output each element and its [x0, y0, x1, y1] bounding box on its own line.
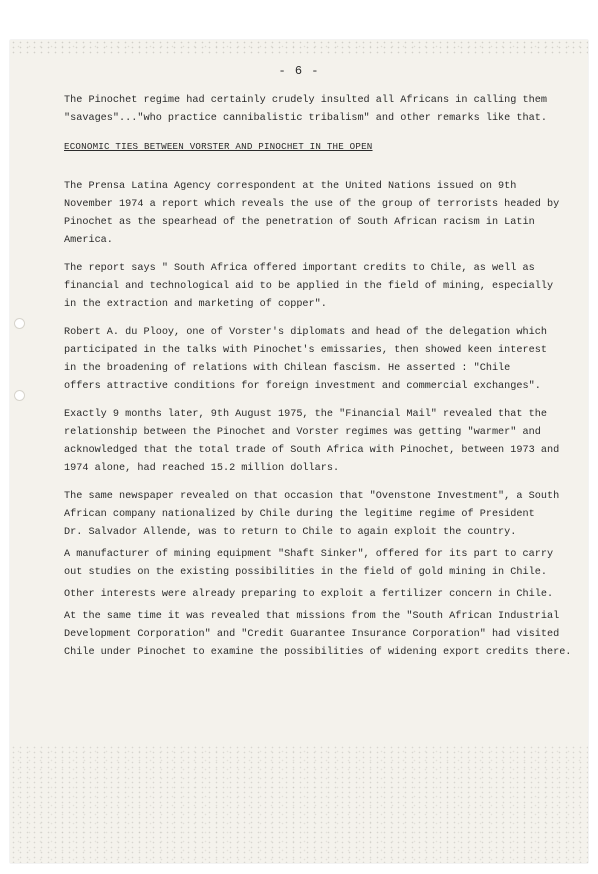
section-heading: ECONOMIC TIES BETWEEN VORSTER AND PINOCHET IN THE OPEN	[64, 141, 373, 152]
paragraph-report-says: The report says " South Africa offered important credits to Chile, as well as financial and technological aid to be applied in the field of mining, especially in the extraction and marketing of copper".	[64, 263, 554, 310]
punch-hole	[14, 390, 25, 401]
paragraph-financial-mail: Exactly 9 months later, 9th August 1975, the "Financial Mail" revealed that the relationship between the Pinochet and Vorster regimes was getting "warmer" and acknowledged that the total trade of South Africa with Pinochet, between 1973 and 1974 alone, had reached 15.2 million dollars.	[64, 409, 560, 474]
page-number: - 6 -	[278, 64, 320, 78]
paragraph-prensa-latina: The Prensa Latina Agency correspondent at the United Nations issued on 9th November 1974 a report which reveals the use of the group of terrorists headed by Pinochet as the spearhead of the penetration of South African racism in Latin America.	[64, 181, 560, 246]
paragraph-du-plooy: Robert A. du Plooy, one of Vorster's diplomats and head of the delegation which participated in the talks with Pinochet's emissaries, then showed keen interest in the broadening of relations with Chilean fascism. He asserted : "Chile offers attractive conditions for foreign investment and commercial exchanges".	[64, 327, 547, 392]
punch-hole	[14, 318, 25, 329]
scan-noise-bottom	[10, 745, 588, 863]
document-page	[10, 40, 588, 863]
scan-noise-top	[10, 40, 588, 54]
paragraph-fertilizer: Other interests were already preparing to exploit a fertilizer concern in Chile.	[64, 589, 554, 600]
document-body	[64, 92, 584, 672]
paragraph-shaft-sinker: A manufacturer of mining equipment "Shaft Sinker", offered for its part to carry out studies on the existing possibilities in the field of gold mining in Chile.	[64, 549, 554, 578]
paragraph-ovenstone: The same newspaper revealed on that occasion that "Ovenstone Investment", a South African company nationalized by Chile during the legitime regime of President Dr. Salvador Allende, was to return to Chile to again exploit the country.	[64, 491, 560, 538]
paragraph-missions: At the same time it was revealed that missions from the "South African Industrial Development Corporation" and "Credit Guarantee Insurance Corporation" had visited Chile under Pinochet to examine the possibilities of widening export credits there.	[64, 611, 572, 658]
intro-paragraph: The Pinochet regime had certainly crudely insulted all Africans in calling them "savages"..."who practice cannibalistic tribalism" and other remarks like that.	[64, 95, 547, 124]
